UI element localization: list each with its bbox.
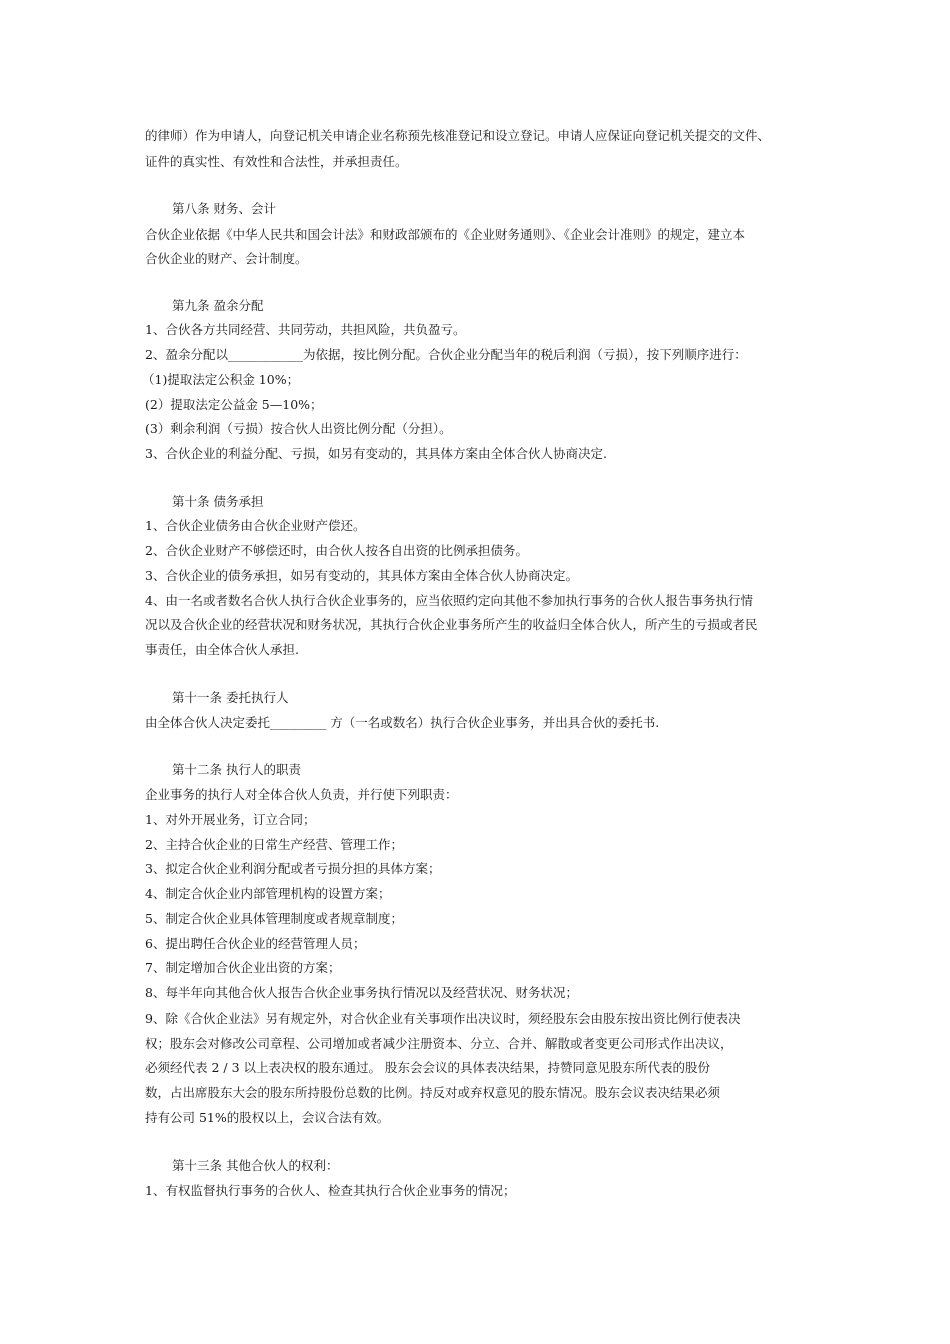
- article-9-sub-2: (2）提取法定公益金 5—10%；: [145, 397, 323, 412]
- article-12-item-7: 7、制定增加合伙企业出资的方案；: [145, 960, 341, 975]
- article-12-item-3: 3、拟定合伙企业利润分配或者亏损分担的具体方案；: [145, 861, 441, 876]
- article-12-item-6: 6、提出聘任合伙企业的经营管理人员；: [145, 936, 366, 951]
- article-9-sub-1: （1)提取法定公积金 10%；: [142, 372, 300, 387]
- article-12-item-9-line-2: 权；股东会对修改公司章程、公司增加或者减少注册资本、分立、合并、解散或者变更公司形式作出决议，: [145, 1036, 733, 1051]
- article-9-item-1: 1、合伙各方共同经营、共同劳动，共担风险，共负盈亏。: [145, 322, 466, 337]
- article-12-item-9-line-1: 9、除《合伙企业法》另有规定外，对合伙企业有关事项作出决议时，须经股东会由股东按出资比例行使表决: [145, 1011, 741, 1026]
- article-12-heading: 第十二条 执行人的职责: [172, 762, 301, 777]
- article-10-item-4-line-2: 况以及合伙企业的经营状况和财务状况，其执行合伙企业事务所产生的收益归全体合伙人，所产生的亏损或者民: [145, 617, 758, 632]
- article-13-heading: 第十三条 其他合伙人的权利：: [172, 1158, 339, 1173]
- article-10-item-1: 1、合伙企业债务由合伙企业财产偿还。: [145, 518, 366, 533]
- article-12-item-4: 4、制定合伙企业内部管理机构的设置方案；: [145, 886, 391, 901]
- article-9-sub-3: (3）剩余利润（亏损）按合伙人出资比例分配（分担）。: [145, 421, 452, 436]
- article-8-heading: 第八条 财务、会计: [172, 201, 276, 216]
- article-12-item-5: 5、制定合伙企业具体管理制度或者规章制度；: [145, 911, 403, 926]
- article-10-heading: 第十条 债务承担: [172, 494, 264, 509]
- article-8-line-2: 合伙企业的财产、会计制度。: [145, 251, 308, 266]
- article-11-heading: 第十一条 委托执行人: [172, 690, 289, 705]
- article-12-item-1: 1、对外开展业务，订立合同；: [145, 812, 316, 827]
- article-12-item-9-line-3: 必须经代表 2 / 3 以上表决权的股东通过。 股东会会议的具体表决结果，持赞同意见股东所代表的股份: [145, 1060, 710, 1075]
- article-12-item-8: 8、每半年向其他合伙人报告合伙企业事务执行情况以及经营状况、财务状况；: [145, 985, 578, 1000]
- article-10-item-3: 3、合伙企业的债务承担，如另有变动的，其具体方案由全体合伙人协商决定。: [145, 568, 578, 583]
- article-10-item-4-line-1: 4、由一名或者数名合伙人执行合伙企业事务的，应当依照约定向其他不参加执行事务的合伙人报告事务执行情: [145, 593, 753, 608]
- article-9-item-3: 3、合伙企业的利益分配、亏损，如另有变动的，其具体方案由全体合伙人协商决定.: [145, 446, 607, 461]
- article-8-line-1: 合伙企业依据《中华人民共和国会计法》和财政部颁布的《企业财务通则》、《企业会计准则》的规定，建立本: [145, 227, 746, 242]
- article-10-item-2: 2、合伙企业财产不够偿还时，由合伙人按各自出资的比例承担债务。: [145, 543, 528, 558]
- article-10-item-4-line-3: 事责任，由全体合伙人承担.: [145, 642, 299, 657]
- article-12-intro: 企业事务的执行人对全体合伙人负责，并行使下列职责：: [145, 787, 458, 802]
- article-13-item-1: 1、有权监督执行事务的合伙人、检查其执行合伙企业事务的情况；: [145, 1183, 516, 1198]
- intro-line-2: 证件的真实性、有效性和合法性，并承担责任。: [145, 154, 408, 169]
- article-12-item-9-line-5: 持有公司 51%的股权以上，会议合法有效。: [145, 1110, 390, 1125]
- article-12-item-9-line-4: 数，占出席股东大会的股东所持股份总数的比例。持反对或弃权意见的股东情况。股东会议表决结果必须: [145, 1085, 721, 1100]
- article-11-line-1: 由全体合伙人决定委托_________ 方（一名或数名）执行合伙企业事务，并出具合伙的委托书.: [145, 715, 660, 730]
- intro-line-1: 的律师）作为申请人，向登记机关申请企业名称预先核准登记和设立登记。申请人应保证向登记机关提交的文件、: [145, 128, 771, 143]
- article-9-heading: 第九条 盈余分配: [172, 298, 264, 313]
- article-9-item-2: 2、盈余分配以____________为依据，按比例分配。合伙企业分配当年的税后利润（亏损），按下列顺序进行：: [145, 347, 747, 362]
- article-12-item-2: 2、主持合伙企业的日常生产经营、管理工作；: [145, 837, 403, 852]
